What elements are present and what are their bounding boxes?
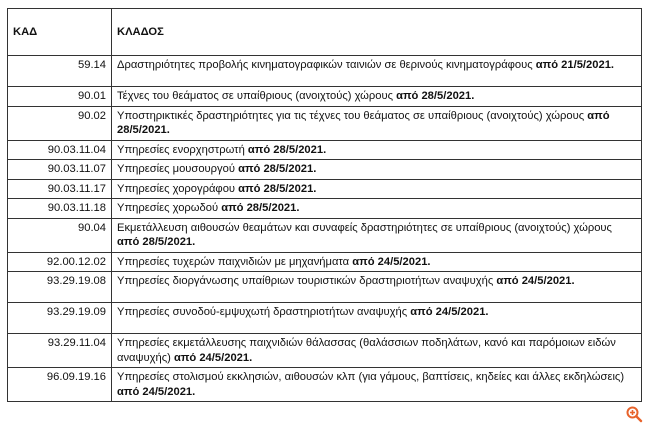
row-text: Υπηρεσίες χορωδού (117, 202, 219, 214)
row-code: 96.09.19.16 (8, 368, 112, 402)
row-date: από 24/5/2021. (410, 306, 489, 318)
row-date: από 24/5/2021. (173, 351, 253, 364)
row-text: Υπηρεσίες τυχερών παιχνιδιών με μηχανήματα (117, 255, 350, 268)
table-row (8, 368, 642, 402)
table-row (8, 140, 642, 160)
kad-table (7, 8, 642, 402)
row-date: από 24/5/2021. (117, 385, 196, 398)
table-row (8, 56, 642, 87)
row-date: από 28/5/2021. (238, 182, 317, 195)
row-text: Εκμετάλλευση αιθουσών θεαμάτων και συναφείς δραστηριότητες σε υπαίθριους (ανοιχτούς) χώρους (117, 221, 612, 234)
row-date: από 28/5/2021. (247, 143, 327, 156)
zoom-in-icon (625, 405, 643, 423)
header-sector: ΚΛΑΔΟΣ (112, 9, 642, 56)
row-sector (112, 368, 642, 402)
table-row (8, 252, 642, 272)
table-row (8, 160, 642, 180)
row-code: 90.01 (8, 87, 112, 107)
row-sector (112, 252, 642, 272)
row-date: από 28/5/2021. (221, 202, 300, 214)
row-sector (112, 199, 642, 219)
row-text: Τέχνες του θεάματος σε υπαίθριους (ανοιχτούς) χώρους (117, 90, 393, 102)
row-code: 93.29.19.08 (8, 272, 112, 303)
row-text: Υποστηρικτικές δραστηριότητες για τις τέχνες του θεάματος σε υπαίθριους (ανοιχτούς) χώρους (117, 109, 585, 122)
row-text: Υπηρεσίες συνοδού-εμψυχωτή δραστηριοτήτων αναψυχής (117, 306, 408, 318)
row-code: 93.29.19.09 (8, 303, 112, 334)
table-row (8, 218, 642, 252)
table-row (8, 334, 642, 368)
table-row (8, 272, 642, 303)
row-date: από 24/5/2021. (496, 275, 575, 287)
row-text: Δραστηριότητες προβολής κινηματογραφικών ταινιών σε θερινούς κινηματογράφους (117, 59, 533, 71)
row-code: 90.04 (8, 218, 112, 252)
row-code: 90.03.11.07 (8, 160, 112, 180)
row-date: από 28/5/2021. (117, 236, 196, 248)
row-sector (112, 179, 642, 199)
row-sector (112, 140, 642, 160)
row-date: από 21/5/2021. (535, 59, 615, 71)
row-code: 90.03.11.18 (8, 199, 112, 219)
row-code: 93.29.11.04 (8, 334, 112, 368)
row-code: 92.00.12.02 (8, 252, 112, 272)
header-code: ΚΑΔ (8, 9, 112, 56)
row-sector (112, 160, 642, 180)
row-sector (112, 56, 642, 87)
row-code: 90.03.11.17 (8, 179, 112, 199)
table-row (8, 199, 642, 219)
row-date: από 28/5/2021. (396, 90, 475, 102)
row-sector (112, 272, 642, 303)
row-code: 90.03.11.04 (8, 140, 112, 160)
table-row (8, 179, 642, 199)
row-text: Υπηρεσίες εκμετάλλευσης παιχνιδιών θάλασσας (θαλάσσιων ποδηλάτων, κανό και παρόμοιων ειδών αναψυχής) (117, 337, 616, 364)
row-text: Υπηρεσίες χορογράφου (117, 182, 236, 195)
row-sector (112, 303, 642, 334)
row-date: από 28/5/2021. (238, 163, 317, 175)
row-sector (112, 334, 642, 368)
row-sector (112, 87, 642, 107)
row-code: 90.02 (8, 106, 112, 140)
zoom-button[interactable] (623, 403, 645, 425)
row-sector (112, 106, 642, 140)
header-row (8, 9, 642, 56)
row-text: Υπηρεσίες διοργάνωσης υπαίθριων τουριστικών δραστηριοτήτων αναψυχής (117, 275, 494, 287)
table-row (8, 87, 642, 107)
table-row (8, 303, 642, 334)
row-text: Υπηρεσίες στολισμού εκκλησιών, αιθουσών κλπ (για γάμους, βαπτίσεις, κηδείες και άλλες εκδηλώσεις) (117, 371, 625, 383)
row-sector (112, 218, 642, 252)
row-text: Υπηρεσίες ενορχηστρωτή (117, 143, 245, 156)
row-date: από 28/5/2021. (117, 109, 610, 136)
row-text: Υπηρεσίες μουσουργού (117, 163, 235, 175)
row-code: 59.14 (8, 56, 112, 87)
row-date: από 24/5/2021. (352, 255, 431, 268)
table-row (8, 106, 642, 140)
